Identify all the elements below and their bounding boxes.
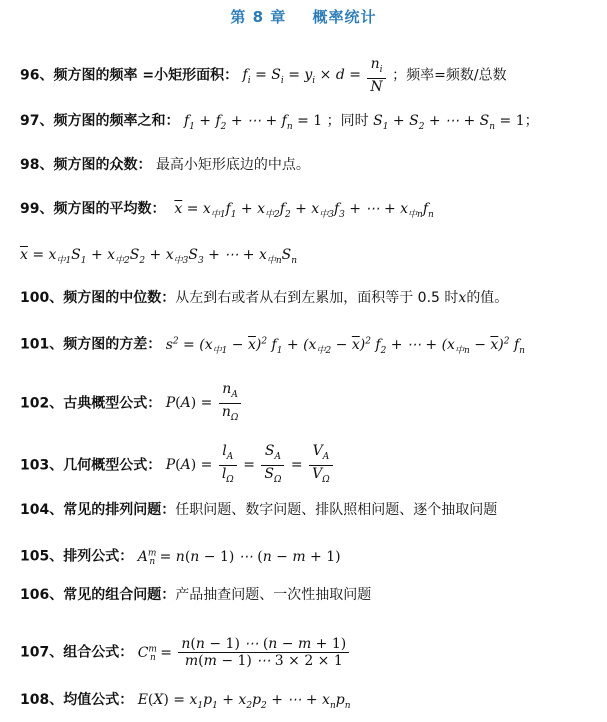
item-105-label: 105、排列公式： [20,548,134,565]
item-104-text: 任职问题、数字问题、排队照相问题、逐个抽取问题 [175,502,498,518]
formula-99b-line [20,245,297,271]
item-103-label: 103、几何概型公式： [20,457,162,474]
item-104 [20,500,497,520]
item-101 [20,331,525,360]
item-108-label: 108、均值公式： [20,692,134,708]
item-107 [20,636,351,669]
item-108 [20,690,351,716]
item-106-label: 106、常见的组合问题： [20,587,176,603]
item-97: 97、频方图的频率之和： $f_1 + f_2$ + ⋯ + $f_n = 1$ ；同时 $S_1 + S_2$ + ⋯ + $S_n = 1$； [20,113,539,132]
item-96-tail: ；频率=频数/总数 [392,67,507,84]
item-104-label: 104、常见的排列问题： [20,502,176,518]
formula-107: $C^m_n$ = $\frac{n(n - 1) \cdots (n - m + 1)}{m(m - 1) \cdots 3 \times 2 \times 1}$ [138,645,352,661]
item-98-text: 最高小矩形底边的中点。 [155,157,310,173]
formula-97a: $f_1 + f_2$ + ⋯ + $f_n = 1$ [183,113,323,132]
item-105 [20,543,341,572]
formula-96: $f_i = S_i = y_i \times d$ = $\frac{n_i}{N}$ [243,67,393,83]
item-100-text2: 的值。 [466,290,509,306]
item-101-label: 101、频方图的方差： [20,336,162,353]
item-96-label: 96、频方图的频率 =小矩形面积： [20,67,239,84]
item-99 [20,199,434,225]
formula-108: $E(X) = x_1p_1 + x_2p_2$ + ⋯ + $x_np_n$ [137,692,351,711]
item-97-label: 97、频方图的频率之和： [20,113,180,129]
item-103 [20,443,335,488]
formula-99a: $\overline{x} = x_{中1}f_1 + x_{中2}f_2 + x_{中3}f_3$ + ⋯ + $x_{中n}f_n$ [174,201,434,220]
item-106 [20,585,371,605]
item-102-label: 102、古典概型公式： [20,395,162,412]
item-99-label: 99、频方图的平均数： [20,201,166,217]
item-107-label: 107、组合公式： [20,644,134,661]
item-100-text: 从左到右或者从右到左累加，面积等于 0.5 时 [175,290,459,306]
chapter-name: 概率统计 [312,8,377,26]
item-96 [20,56,507,95]
formula-97b: $S_1 + S_2$ + ⋯ + $S_n = 1$ [373,113,525,132]
item-100 [20,288,508,308]
item-98-label: 98、频方图的众数： [20,157,152,173]
formula-101: $s^2 = (x_{中1} - \overline{x})^2$ $f_1 + (x_{中2} - \overline{x})^2$ $f_2$ + ⋯ + $(x_{中n} - \overline{x})^2$ $f_n$ [165,336,525,356]
item-106-text: 产品抽查问题、一次性抽取问题 [175,587,372,603]
formula-105: $A^m_n = n(n - 1)$ ⋯ (n − m + 1) [137,548,341,568]
chapter-title [0,6,607,27]
chapter-number: 第 8 章 [230,8,287,26]
formula-103: P(A) = $\frac{l_A}{l_\Omega}$ = $\frac{S_A}{S_\Omega}$ = $\frac{V_A}{V_\Omega}$ [166,457,335,473]
item-98 [20,155,310,175]
item-100-label: 100、频方图的中位数： [20,290,176,306]
formula-99b: $\overline{x} = x_{中1}S_1 + x_{中2}S_2 + x_{中3}S_3$ + ⋯ + $x_{中n}S_n$ [20,247,298,266]
item-100-var: x [458,290,467,306]
item-97-mid: ；同时 [326,113,369,129]
formula-102: P(A) = $\frac{n_A}{n_\Omega}$ [166,395,244,411]
item-102 [20,381,243,426]
